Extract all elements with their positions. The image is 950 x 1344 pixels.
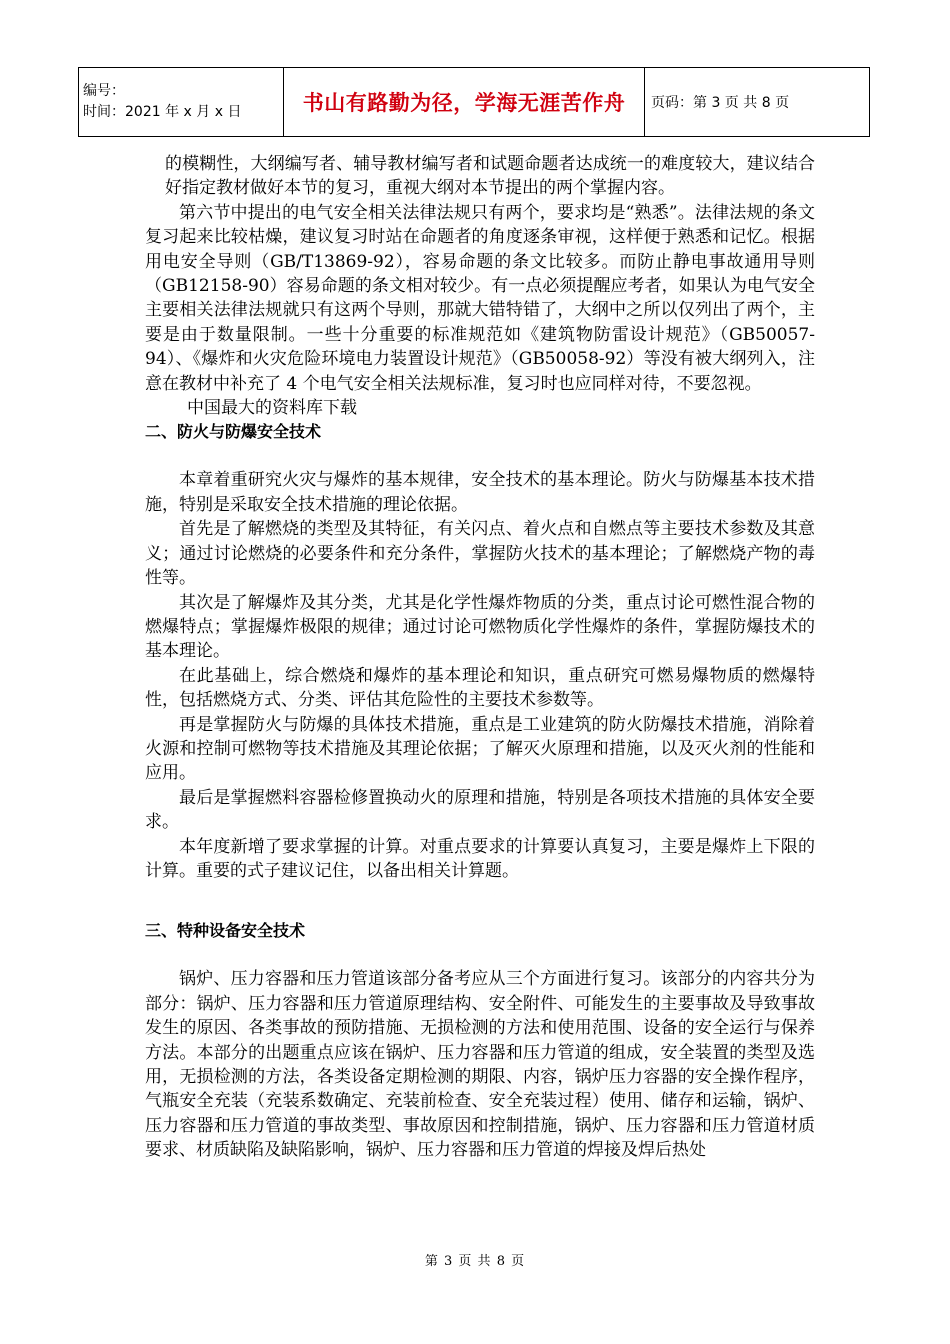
paragraph: 的模糊性，大纲编写者、辅导教材编写者和试题命题者达成统一的难度较大，建议结合好指定教材做好本节的复习，重视大纲对本节提出的两个掌握内容。 (165, 154, 815, 199)
document-number-label: 编号： (83, 83, 125, 99)
paragraph: 在此基础上，综合燃烧和爆炸的基本理论和知识，重点研究可燃易爆物质的燃爆特性，包括燃烧方式、分类、评估其危险性的主要技术参数等。 (145, 665, 815, 711)
paragraph: 锅炉、压力容器和压力管道该部分备考应从三个方面进行复习。该部分的内容共分为部分：锅炉、压力容器和压力管道原理结构、安全附件、可能发生的主要事故及导致事故发生的原因、各类事故的预防措施、无损检测的方法和使用范围、设备的安全运行与保养方法。本部分的出题重点应该在锅炉、压力容器和压力管道的组成，安全装置的类型及选用，无损检测的方法，各类设备定期检测的期限、内容，锅炉压力容器的安全操作程序，气瓶安全充装（充装系数确定、充装前检查、安全充装过程）使用、储存和运输，锅炉、压力容器和压力管道的事故类型、事故原因和控制措施，锅炉、压力容器和压力管道材质要求、材质缺陷及缺陷影响，锅炉、压力容器和压力管道的焊接及焊后热处 (145, 969, 815, 1161)
paragraph: 第六节中提出的电气安全相关法律法规只有两个，要求均是“熟悉”。法律法规的条文复习起来比较枯燥，建议复习时站在命题者的角度逐条审视，这样便于熟悉和记忆。根据用电安全导则（GB/T13869-92），容易命题的条文比较多。而防止静电事故通用导则（GB12158-90）容易命题的条文相对较少。有一点必须提醒应考者，如果认为电气安全主要相关法律法规就只有这两个导则，那就大错特错了，大纲中之所以仅列出了两个，主要是由于数量限制。一些十分重要的标准规范如《建筑物防雷设计规范》（GB50057-94）、《爆炸和火灾危险环境电力装置设计规范》（GB50058-92）等没有被大纲列入，注意在教材中补充了 4 个电气安全相关法规标准，复习时也应同样对待，不要忽视。 (145, 202, 815, 394)
paragraph: 本年度新增了要求掌握的计算。对重点要求的计算要认真复习，主要是爆炸上下限的计算。重要的式子建议记住，以备出相关计算题。 (145, 836, 815, 881)
paragraph: 本章着重研究火灾与爆炸的基本规律，安全技术的基本理论。防火与防爆基本技术措施，特别是采取安全技术措施的理论依据。 (145, 470, 815, 515)
section-heading: 三、特种设备安全技术 (145, 921, 306, 941)
page-footer: 第 3 页 共 8 页 (424, 1254, 526, 1269)
document-date-label: 时间：2021 年 x 月 x 日 (83, 104, 242, 120)
spacer (145, 883, 815, 919)
spacer (145, 943, 815, 967)
paragraph: 首先是了解燃烧的类型及其特征，有关闪点、着火点和自燃点等主要技术参数及其意义；通过讨论燃烧的必要条件和充分条件，掌握防火技术的基本理论；了解燃烧产物的毒性等。 (145, 519, 815, 589)
header-motto: 书山有路勤为径，学海无涯苦作舟 (284, 68, 645, 137)
section-heading: 二、防火与防爆安全技术 (145, 422, 322, 442)
paragraph: 再是掌握防火与防爆的具体技术措施，重点是工业建筑的防火防爆技术措施，消除着火源和控制可燃物等技术措施及其理论依据；了解灭火原理和措施，以及灭火剂的性能和应用。 (145, 714, 815, 784)
spacer (145, 444, 815, 468)
page-header (78, 67, 870, 137)
paragraph: 其次是了解爆炸及其分类，尤其是化学性爆炸物质的分类，重点讨论可燃性混合物的燃爆特点；掌握爆炸极限的规律；通过讨论可燃物质化学性爆炸的条件，掌握防爆技术的基本理论。 (145, 592, 815, 662)
document-body (145, 152, 815, 1163)
header-meta (79, 68, 284, 137)
header-page-number: 页码：第 3 页 共 8 页 (645, 68, 870, 137)
paragraph: 最后是掌握燃料容器检修置换动火的原理和措施，特别是各项技术措施的具体安全要求。 (145, 787, 815, 833)
paragraph: 中国最大的资料库下载 (187, 398, 357, 419)
